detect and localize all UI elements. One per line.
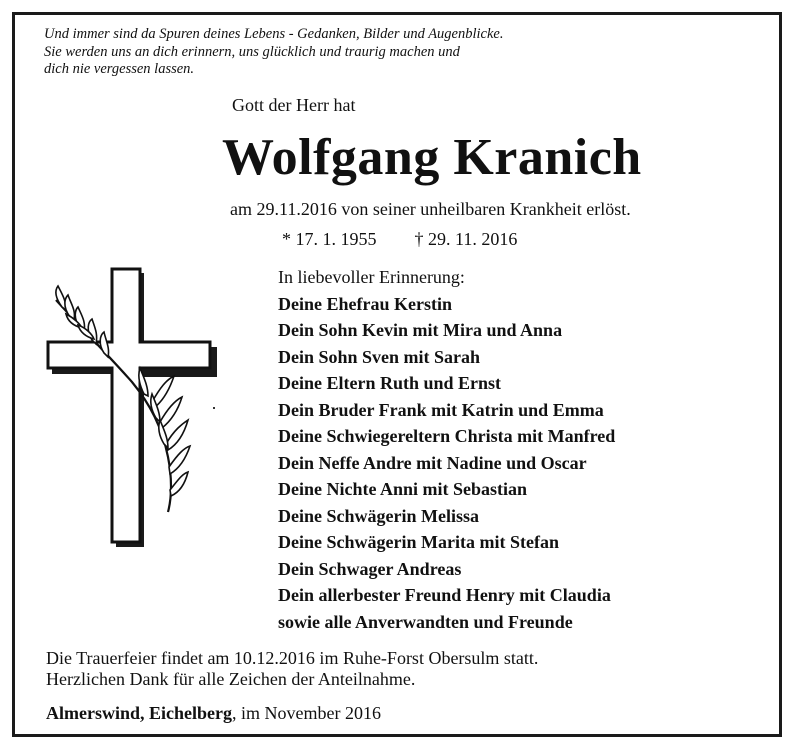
mourner-row: Deine Nichte Anni mit Sebastian xyxy=(278,479,528,499)
deceased-name: Wolfgang Kranich xyxy=(222,129,642,186)
print-speck xyxy=(213,407,215,409)
mourner-row: Deine Eltern Ruth und Ernst xyxy=(278,373,502,393)
mourner-row: Dein Neffe Andre mit Nadine und Oscar xyxy=(278,452,587,473)
memory-lead: In liebevoller Erinnerung: xyxy=(278,267,465,287)
mourner-row: Dein Sohn Sven mit Sarah xyxy=(278,346,481,367)
birth-date: * 17. 1. 1955 xyxy=(282,229,377,249)
mourner-row: Dein Schwager Andreas xyxy=(278,558,462,579)
intro-text: Gott der Herr hat xyxy=(232,95,356,115)
mourner-row: Dein allerbester Freund Henry mit Claudia xyxy=(278,585,611,605)
poem-line: Sie werden uns an dich erinnern, uns glücklich und traurig machen und xyxy=(44,43,460,60)
mourner-row: Dein Sohn Kevin mit Mira und Anna xyxy=(278,320,563,340)
memorial-poem xyxy=(44,26,644,79)
place-date: , im November 2016 xyxy=(232,703,381,723)
life-dates xyxy=(282,229,517,250)
mourner-row: Deine Schwägerin Marita mit Stefan xyxy=(278,532,559,552)
service-info xyxy=(46,648,538,690)
mourner-row: Deine Schwägerin Melissa xyxy=(278,505,479,526)
place-names: Almerswind, Eichelberg xyxy=(46,703,232,723)
cross-with-palm-branch-icon xyxy=(40,262,230,557)
funeral-notice-line: Die Trauerfeier findet am 10.12.2016 im Ruhe-Forst Obersulm statt. xyxy=(46,648,539,668)
mourner-row: Deine Ehefrau Kerstin xyxy=(278,293,452,314)
death-statement: am 29.11.2016 von seiner unheilbaren Krankheit erlöst. xyxy=(230,199,631,219)
death-date: † 29. 11. 2016 xyxy=(414,229,518,249)
mourner-row: Deine Schwiegereltern Christa mit Manfred xyxy=(278,426,616,446)
thanks-line: Herzlichen Dank für alle Zeichen der Anteilnahme. xyxy=(46,669,416,689)
poem-line: dich nie vergessen lassen. xyxy=(44,61,195,77)
mourner-row: sowie alle Anverwandten und Freunde xyxy=(278,611,573,632)
place-and-date xyxy=(46,703,381,724)
mourner-row: Dein Bruder Frank mit Katrin und Emma xyxy=(278,399,604,420)
poem-line: Und immer sind da Spuren deines Lebens - Gedanken, Bilder und Augenblicke. xyxy=(44,26,504,42)
mourners-list xyxy=(278,264,615,635)
